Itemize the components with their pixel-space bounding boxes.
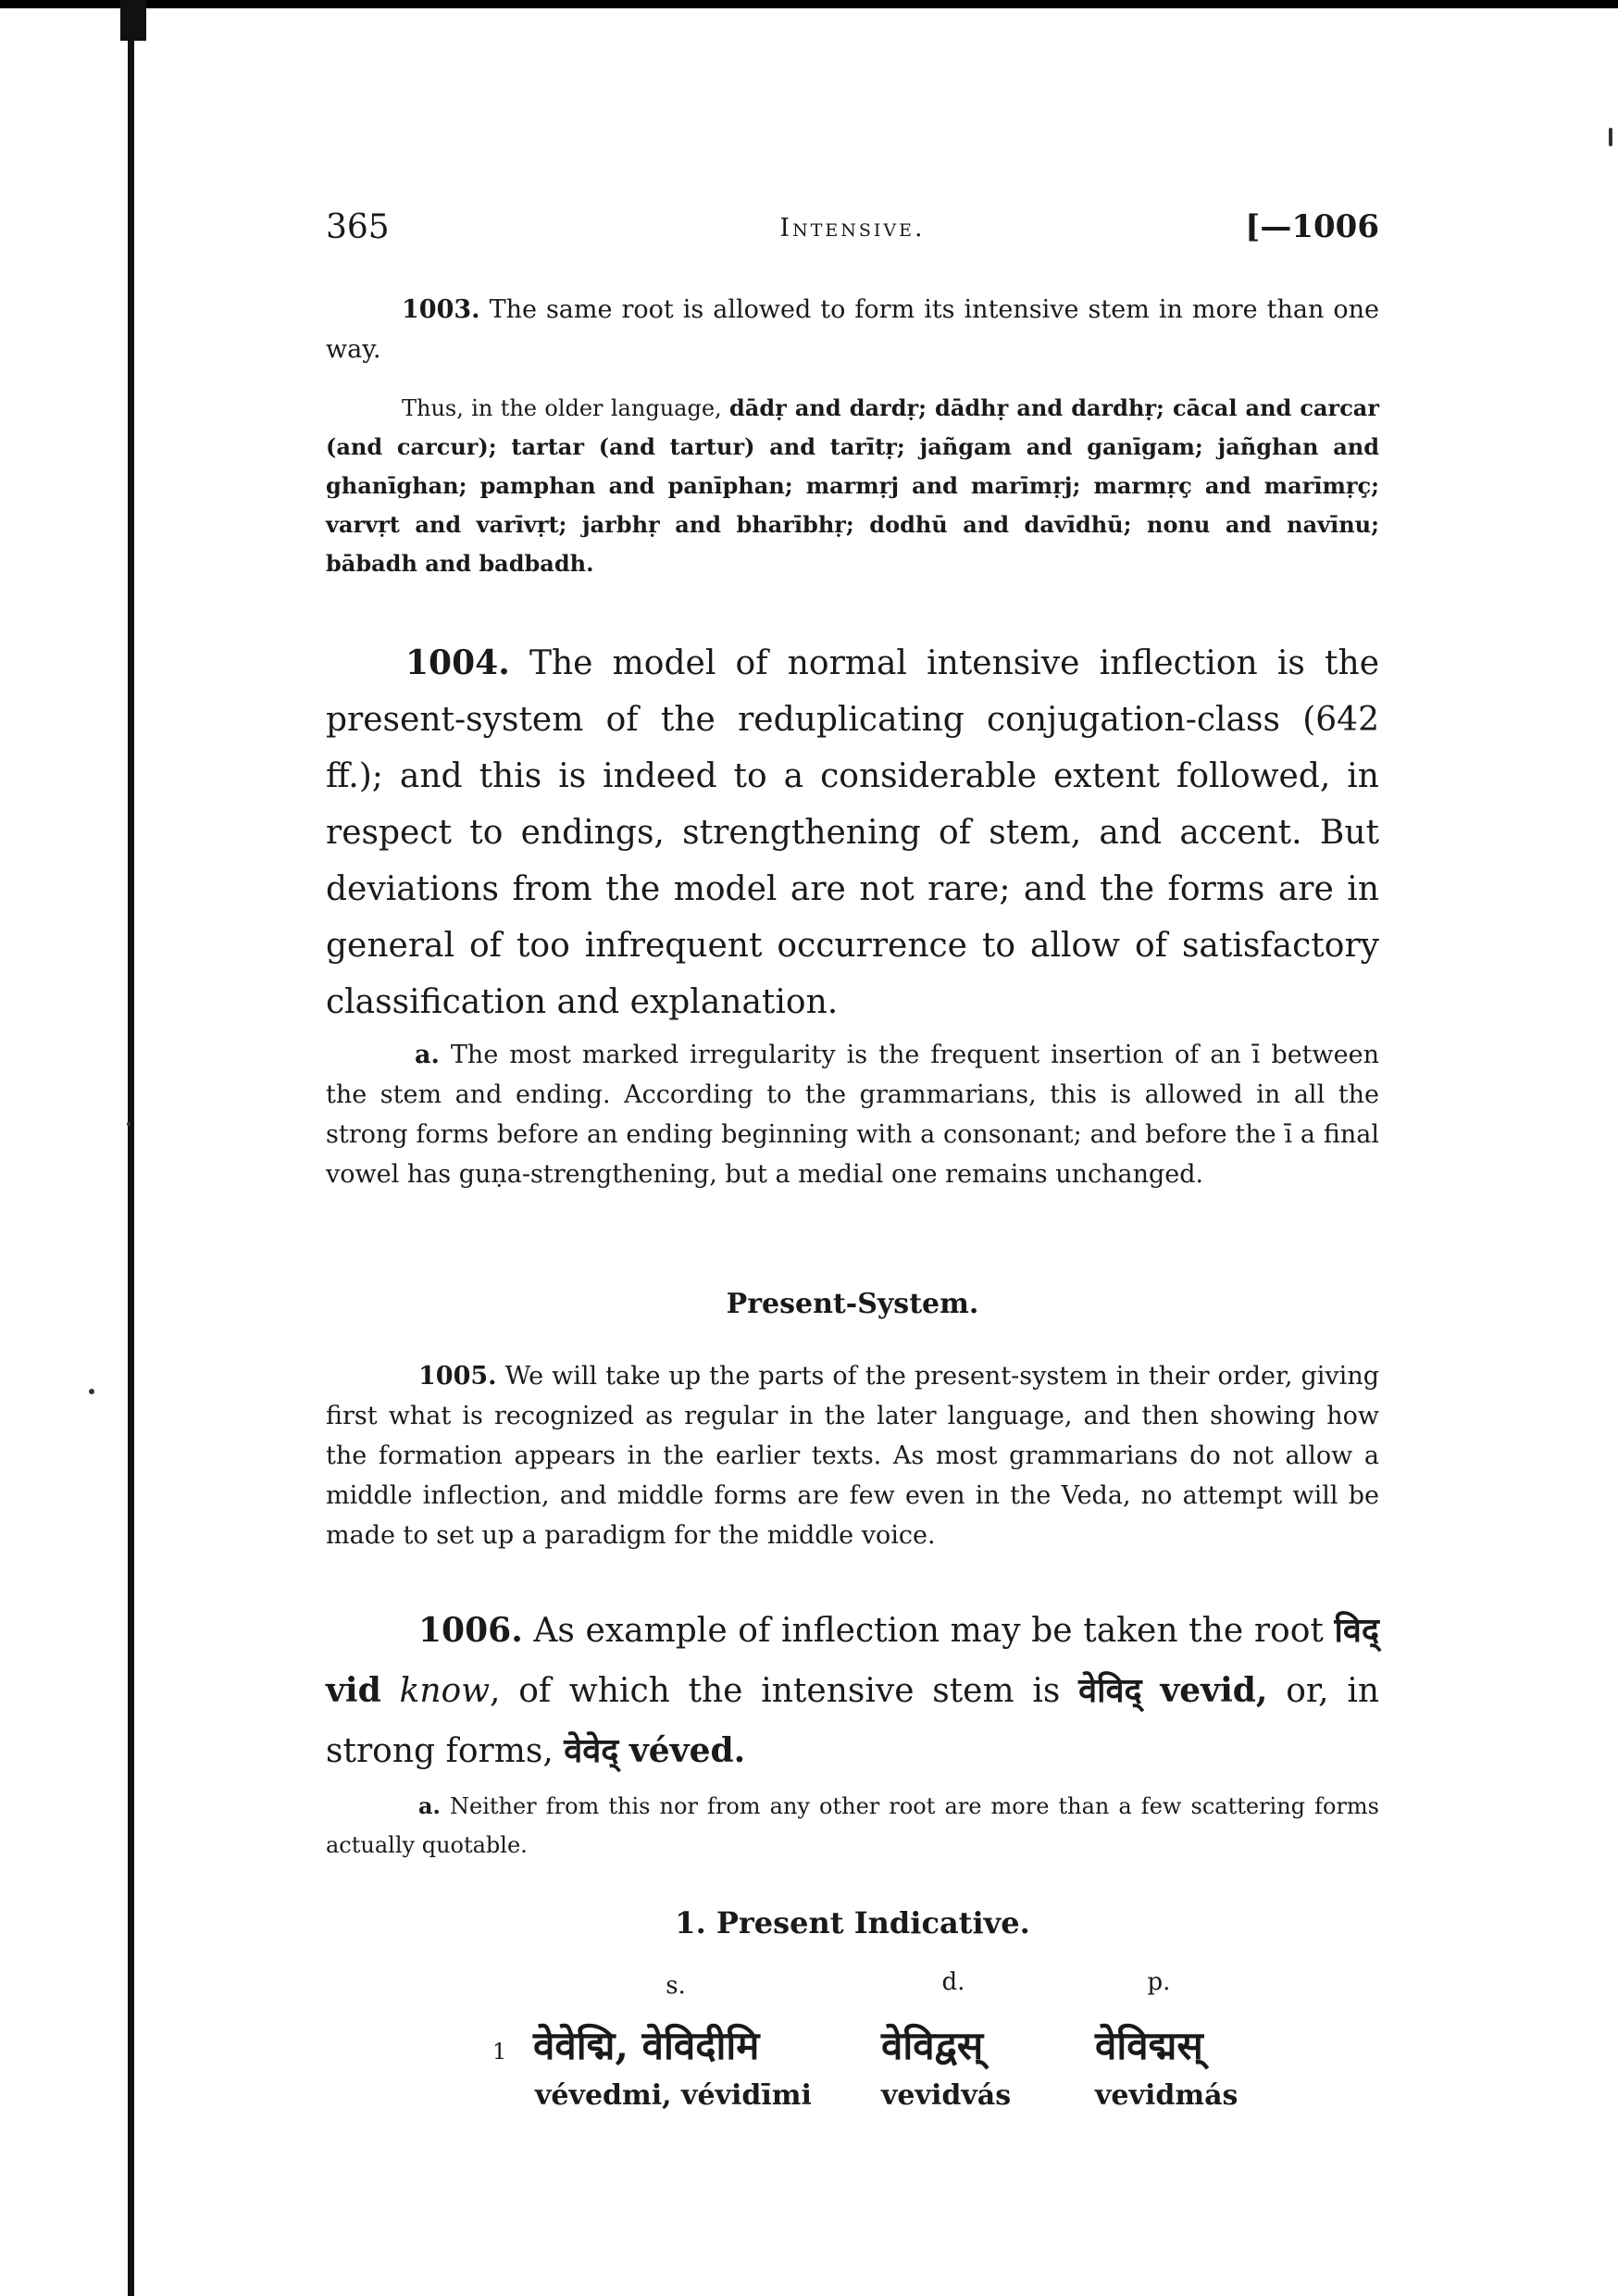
devanagari-strong-stem: वेवेद् bbox=[564, 1731, 619, 1770]
plural-devanagari: वेविद्मस् bbox=[1095, 2023, 1203, 2068]
root-gloss: know bbox=[399, 1672, 491, 1710]
running-header bbox=[326, 208, 1379, 255]
section-heading: Present-System. bbox=[726, 1288, 979, 1320]
devanagari-root: विद् bbox=[1334, 1611, 1379, 1650]
paragraph-1006a bbox=[326, 1787, 1379, 1865]
strong-stem-transliteration: véved. bbox=[629, 1731, 746, 1770]
paragraph-text: The same root is allowed to form its intensive stem in more than one way. bbox=[326, 295, 1379, 364]
scan-binding-tab bbox=[120, 0, 146, 41]
scan-speck bbox=[1609, 128, 1612, 146]
paragraph-1004 bbox=[326, 635, 1379, 1030]
paragraph-text-post: or, in strong forms, bbox=[326, 1672, 1380, 1770]
paragraph-text: We will take up the parts of the present-system in their order, giving first what is recognized as regular in the later language, and then showing how the formation appears in the earlier texts. As most grammarians do not allow a middle inflection, and middle forms are few even in the Veda, no attempt will be made to set up a paradigm for the middle voice. bbox=[326, 1362, 1379, 1550]
person-number: 1 bbox=[492, 2039, 507, 2065]
paradigm-heading: 1. Present Indicative. bbox=[675, 1905, 1030, 1940]
paragraph-text: The most marked irregularity is the frequent insertion of an ī between the stem and ending. According to the grammarians, this is allowed in all the strong forms before an ending beginning with a consonant; and before the ī a final vowel has guṇa-strengthening, but a medial one remains unchanged. bbox=[326, 1041, 1379, 1189]
plural-transliteration: vevidmás bbox=[1095, 2079, 1238, 2112]
paragraph-text-mid: , of which the intensive stem is bbox=[490, 1672, 1061, 1710]
paragraph-1004a bbox=[326, 1035, 1379, 1194]
paragraph-number: 1006. bbox=[418, 1611, 523, 1650]
dual-devanagari: वेविद्वस् bbox=[881, 2023, 984, 2068]
paragraph-number: 1004. bbox=[405, 643, 510, 682]
paragraph-number: 1003. bbox=[402, 295, 480, 324]
examples-lead: Thus, in the older language, bbox=[402, 395, 722, 421]
paragraph-1003-examples bbox=[326, 389, 1379, 583]
scan-speck bbox=[89, 1389, 94, 1394]
paragraph-1003 bbox=[326, 290, 1379, 369]
singular-transliteration: vévedmi, vévidīmi bbox=[535, 2079, 812, 2112]
paragraph-text: Neither from this nor from any other root are more than a few scattering forms actually quotable. bbox=[326, 1793, 1380, 1858]
singular-devanagari: वेवेद्मि, वेविदीमि bbox=[533, 2023, 760, 2068]
root-transliteration: vid bbox=[326, 1671, 381, 1710]
section-reference: [—1006 bbox=[1245, 208, 1379, 245]
subparagraph-label: a. bbox=[415, 1041, 440, 1069]
devanagari-stem: वेविद् bbox=[1078, 1671, 1142, 1710]
column-header-dual: d. bbox=[941, 1968, 965, 1996]
stem-transliteration: vevid, bbox=[1160, 1671, 1268, 1710]
examples-list: dādṛ and dardṛ; dādhṛ and dardhṛ; cācal and carcar (and carcur); tartar (and tartur) and tarītṛ; jañgam and ganīgam; jañghan and ghanīghan; pamphan and panīphan; marmṛj and marīmṛj; marmṛç and marīmṛç; varvṛt and varīvṛt; jarbhṛ and bharībhṛ; dodhū and davīdhū; nonu and navīnu; bābadh and badbadh. bbox=[326, 394, 1380, 577]
paragraph-1005 bbox=[326, 1356, 1379, 1555]
paragraph-number: 1005. bbox=[418, 1362, 497, 1391]
scan-speck bbox=[127, 1122, 131, 1126]
scan-binding-edge bbox=[128, 0, 134, 2296]
paragraph-text: The model of normal intensive inflection is the present-system of the reduplicating conjugation-class (642 ff.); and this is indeed to a considerable extent followed, in respect to endings, strengthening of stem, and accent. But deviations from the model are not rare; and the forms are in general of too infrequent occurrence to allow of satisfactory classification and explanation. bbox=[326, 644, 1379, 1021]
paragraph-1006 bbox=[326, 1601, 1379, 1781]
column-header-singular: s. bbox=[666, 1972, 686, 2000]
column-header-plural: p. bbox=[1147, 1968, 1171, 1996]
scan-border-top bbox=[0, 0, 1618, 8]
page-number: 365 bbox=[326, 208, 390, 246]
dual-transliteration: vevidvás bbox=[881, 2079, 1012, 2112]
running-title: Intensive. bbox=[779, 214, 926, 243]
paragraph-text-pre: As example of inflection may be taken the root bbox=[533, 1612, 1324, 1650]
subparagraph-label: a. bbox=[418, 1792, 441, 1819]
